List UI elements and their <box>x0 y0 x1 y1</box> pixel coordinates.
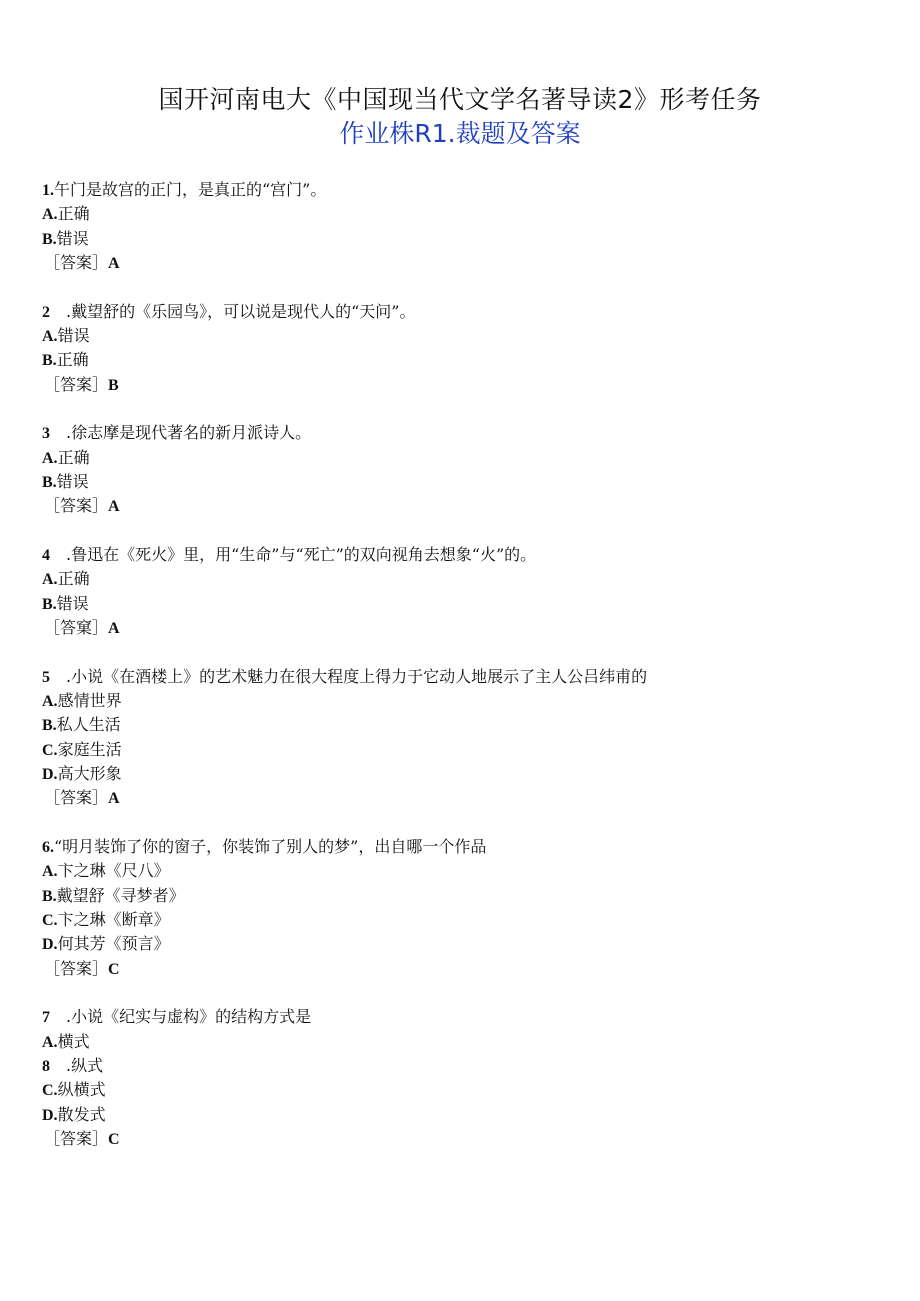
answer-option <box>42 202 882 226</box>
document-subtitle: 作业株R1.裁题及答案 <box>339 119 581 148</box>
option-key: B. <box>42 352 57 370</box>
option-key: A. <box>42 206 58 224</box>
answer-label: ［答案］ <box>44 496 109 516</box>
option-text: 正确 <box>57 569 90 589</box>
option-key: C. <box>42 741 58 759</box>
answer-option <box>42 1078 882 1102</box>
question-number: 4 <box>42 547 50 565</box>
answer-option <box>42 1054 882 1078</box>
option-key: C. <box>42 911 58 929</box>
question-stem <box>42 1005 882 1029</box>
answer-option <box>42 932 882 956</box>
answer-value: A <box>108 790 120 808</box>
option-key: C. <box>42 1082 58 1100</box>
option-text: 戴望舒《寻梦者》 <box>56 885 185 905</box>
answer-option <box>42 227 882 251</box>
answer-line <box>42 494 882 518</box>
option-key: B. <box>42 230 57 248</box>
answer-label: ［答案］ <box>44 958 109 978</box>
answer-option <box>42 738 882 762</box>
option-key: B. <box>42 595 57 613</box>
answer-option <box>42 592 882 616</box>
answer-option <box>42 908 882 932</box>
question-stem <box>42 543 882 567</box>
question-stem <box>42 665 882 689</box>
option-key: D. <box>42 765 58 783</box>
question-text: “明月装饰了你的窗子，你装饰了别人的梦”，出自哪一个作品 <box>54 837 487 857</box>
answer-line <box>42 373 882 397</box>
answer-line <box>42 786 882 810</box>
option-text: 高大形象 <box>57 763 122 783</box>
question-item <box>42 421 882 518</box>
question-number: 1. <box>42 182 54 199</box>
answer-option <box>42 446 882 470</box>
answer-option <box>42 324 882 348</box>
answer-value: A <box>108 619 120 637</box>
option-key: B. <box>42 473 57 491</box>
answer-line <box>42 957 882 981</box>
option-key: D. <box>42 936 58 954</box>
option-text: 横式 <box>57 1031 90 1051</box>
option-key: A. <box>42 693 58 711</box>
question-item <box>42 300 882 397</box>
option-key: 8 <box>42 1057 50 1075</box>
question-number: 7 <box>42 1009 50 1027</box>
answer-line <box>42 616 882 640</box>
option-text: 卞之琳《尺八》 <box>57 861 170 881</box>
question-number: 5 <box>42 668 50 686</box>
option-text: 错误 <box>56 593 89 613</box>
question-stem <box>42 178 882 202</box>
option-key: A. <box>42 571 58 589</box>
question-text: .鲁迅在《死火》里，用“生命”与“死亡”的双向视角去想象“火”的。 <box>66 545 537 565</box>
option-text: 家庭生活 <box>57 739 122 759</box>
option-key: B. <box>42 717 57 735</box>
option-text: 纵横式 <box>57 1080 106 1100</box>
answer-option <box>42 859 882 883</box>
option-key: A. <box>42 449 58 467</box>
question-item <box>42 1005 882 1151</box>
answer-option <box>42 1030 882 1054</box>
answer-label: ［答案］ <box>44 252 109 272</box>
answer-label: ［答案］ <box>44 374 109 394</box>
question-text: .戴望舒的《乐园鸟》，可以说是现代人的“天问”。 <box>66 301 416 321</box>
answer-option <box>42 762 882 786</box>
option-key: D. <box>42 1106 58 1124</box>
option-text: 错误 <box>57 325 90 345</box>
answer-value: C <box>108 960 120 978</box>
option-text: 感情世界 <box>57 691 122 711</box>
answer-value: A <box>108 254 120 272</box>
question-number: 2 <box>42 303 50 321</box>
question-text: .小说《纪实与虚构》的结构方式是 <box>66 1007 312 1027</box>
option-text: 私人生活 <box>56 715 121 735</box>
answer-option <box>42 713 882 737</box>
option-text: 卞之琳《断章》 <box>57 909 170 929</box>
answer-option <box>42 1103 882 1127</box>
option-key: A. <box>42 1033 58 1051</box>
answer-value: A <box>108 498 120 516</box>
question-item <box>42 665 882 811</box>
answer-label: ［答案］ <box>44 1128 109 1148</box>
question-number: 6. <box>42 839 54 857</box>
question-text: .小说《在酒楼上》的艺术魅力在很大程度上得力于它动人地展示了主人公吕纬甫的 <box>66 666 648 686</box>
option-text: 何其芳《预言》 <box>57 934 170 954</box>
question-item <box>42 178 882 275</box>
question-stem <box>42 835 882 859</box>
answer-line <box>42 1127 882 1151</box>
answer-value: C <box>108 1130 120 1148</box>
question-text: 午门是故宫的正门，是真正的“宫门”。 <box>54 180 327 199</box>
option-text: 正确 <box>57 447 90 467</box>
option-text: 散发式 <box>57 1104 106 1124</box>
question-stem <box>42 421 882 445</box>
document-title: 国开河南电大《中国现当代文学名著导读2》形考任务 <box>158 85 762 114</box>
answer-line <box>42 251 882 275</box>
question-stem <box>42 300 882 324</box>
answer-option <box>42 884 882 908</box>
answer-option <box>42 348 882 372</box>
option-text: 错误 <box>56 228 89 248</box>
question-item <box>42 543 882 640</box>
option-text: .纵式 <box>66 1055 104 1075</box>
answer-value: B <box>108 376 119 394</box>
question-list <box>42 178 882 1176</box>
option-text: 正确 <box>57 204 90 224</box>
answer-option <box>42 567 882 591</box>
question-item <box>42 835 882 981</box>
answer-option <box>42 689 882 713</box>
option-key: A. <box>42 327 58 345</box>
option-key: A. <box>42 863 58 881</box>
question-number: 3 <box>42 425 50 443</box>
answer-label: ［答窠］ <box>44 617 109 637</box>
option-text: 错误 <box>56 471 89 491</box>
answer-label: ［答案］ <box>44 788 109 808</box>
option-key: B. <box>42 887 57 905</box>
question-text: .徐志摩是现代著名的新月派诗人。 <box>66 423 312 443</box>
option-text: 正确 <box>56 350 89 370</box>
answer-option <box>42 470 882 494</box>
